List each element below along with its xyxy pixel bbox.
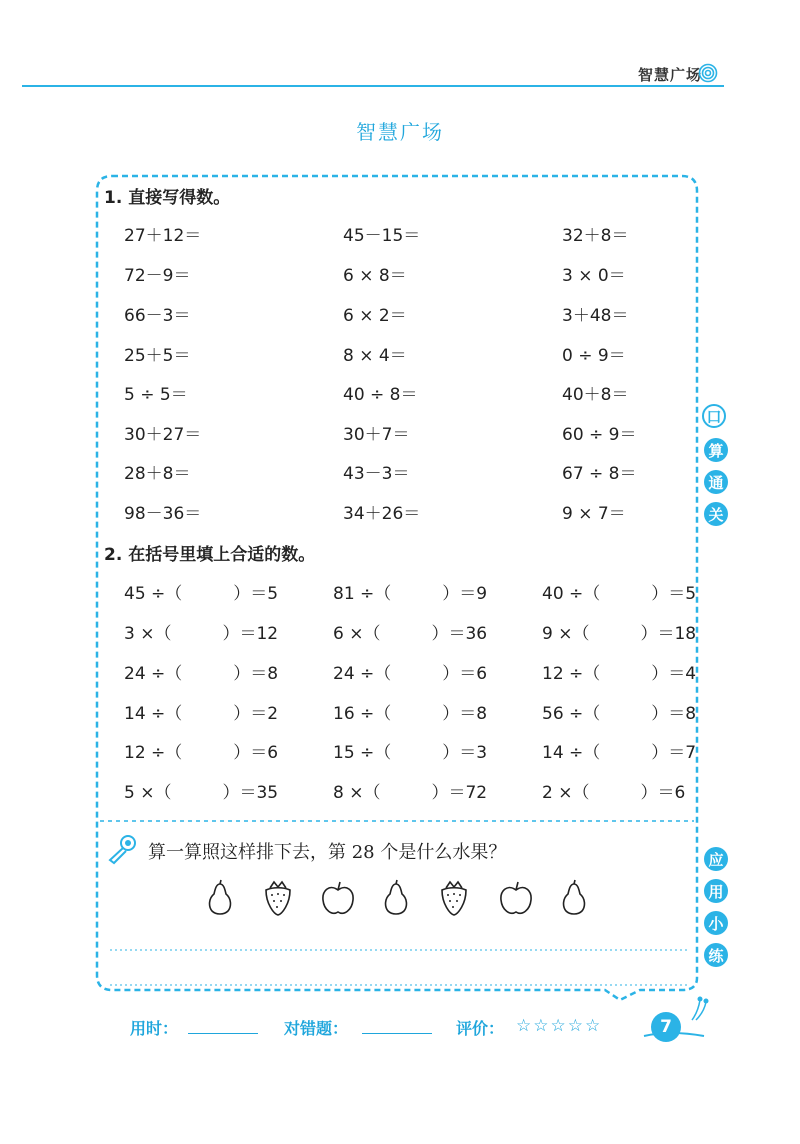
equation: 72－9＝ (124, 266, 191, 286)
equation: 25＋5＝ (124, 346, 191, 366)
equation: 8 × 4＝ (343, 346, 407, 366)
pear-icon (376, 878, 416, 918)
section-2-title: 2. 在括号里填上合适的数。 (104, 545, 316, 565)
errors-label: 对错题： (284, 1019, 349, 1038)
strawberry-icon (258, 878, 298, 918)
page-number: 7 (651, 1012, 681, 1042)
time-label: 用时： (130, 1019, 179, 1038)
equation: 98－36＝ (124, 504, 202, 524)
equation: 5 ÷ 5＝ (124, 385, 188, 405)
fill-blank-equation[interactable]: 24 ÷（ ）＝6 (333, 664, 488, 684)
equation: 27＋12＝ (124, 226, 202, 246)
equation: 40＋8＝ (562, 385, 629, 405)
equation: 66－3＝ (124, 306, 191, 326)
equation: 30＋7＝ (343, 425, 410, 445)
apple-icon (496, 878, 536, 918)
header-label: 智慧广场 (637, 66, 702, 84)
fill-blank-equation[interactable]: 56 ÷（ ）＝8 (542, 704, 697, 724)
section-1-title: 1. 直接写得数。 (104, 188, 231, 208)
fill-blank-equation[interactable]: 45 ÷（ ）＝5 (124, 584, 279, 604)
equation: 3 × 0＝ (562, 266, 626, 286)
strawberry-icon (434, 878, 474, 918)
rating-stars[interactable]: ☆☆☆☆☆ (516, 1016, 603, 1036)
page-title: 智慧广场 (356, 120, 444, 144)
equation: 28＋8＝ (124, 464, 191, 484)
side-tab-char: 口 (702, 404, 726, 428)
fill-blank-equation[interactable]: 81 ÷（ ）＝9 (333, 584, 488, 604)
fill-blank-equation[interactable]: 14 ÷（ ）＝2 (124, 704, 279, 724)
side-tab-char: 小 (704, 911, 728, 935)
equation: 30＋27＝ (124, 425, 202, 445)
fill-blank-equation[interactable]: 6 ×（ ）＝36 (333, 624, 488, 644)
fill-blank-equation[interactable]: 12 ÷（ ）＝4 (542, 664, 697, 684)
fill-blank-equation[interactable]: 24 ÷（ ）＝8 (124, 664, 279, 684)
side-tab-char: 通 (704, 470, 728, 494)
side-tab-char: 关 (704, 502, 728, 526)
fill-blank-equation[interactable]: 14 ÷（ ）＝7 (542, 743, 697, 763)
side-tab-char: 算 (704, 438, 728, 462)
pear-icon (200, 878, 240, 918)
equation: 60 ÷ 9＝ (562, 425, 637, 445)
magnifier-icon (104, 832, 140, 866)
equation: 43－3＝ (343, 464, 410, 484)
errors-blank[interactable] (362, 1033, 432, 1034)
side-tab-char: 用 (704, 879, 728, 903)
fill-blank-equation[interactable]: 3 ×（ ）＝12 (124, 624, 279, 644)
equation: 34＋26＝ (343, 504, 421, 524)
fill-blank-equation[interactable]: 5 ×（ ）＝35 (124, 783, 279, 803)
equation: 6 × 8＝ (343, 266, 407, 286)
fill-blank-equation[interactable]: 40 ÷（ ）＝5 (542, 584, 697, 604)
fill-blank-equation[interactable]: 9 ×（ ）＝18 (542, 624, 697, 644)
side-tab-char: 应 (704, 847, 728, 871)
time-blank[interactable] (188, 1033, 258, 1034)
pear-icon (554, 878, 594, 918)
equation: 67 ÷ 8＝ (562, 464, 637, 484)
fill-blank-equation[interactable]: 16 ÷（ ）＝8 (333, 704, 488, 724)
equation: 6 × 2＝ (343, 306, 407, 326)
fill-blank-equation[interactable]: 12 ÷（ ）＝6 (124, 743, 279, 763)
equation: 32＋8＝ (562, 226, 629, 246)
word-problem-text: 算一算照这样排下去，第 28 个是什么水果？ (148, 842, 507, 863)
apple-icon (318, 878, 358, 918)
side-tab-char: 练 (704, 943, 728, 967)
equation: 40 ÷ 8＝ (343, 385, 418, 405)
equation: 3＋48＝ (562, 306, 629, 326)
fill-blank-equation[interactable]: 15 ÷（ ）＝3 (333, 743, 488, 763)
equation: 45－15＝ (343, 226, 421, 246)
fill-blank-equation[interactable]: 2 ×（ ）＝6 (542, 783, 686, 803)
equation: 9 × 7＝ (562, 504, 626, 524)
rating-label: 评价： (456, 1019, 505, 1038)
equation: 0 ÷ 9＝ (562, 346, 626, 366)
fill-blank-equation[interactable]: 8 ×（ ）＝72 (333, 783, 488, 803)
